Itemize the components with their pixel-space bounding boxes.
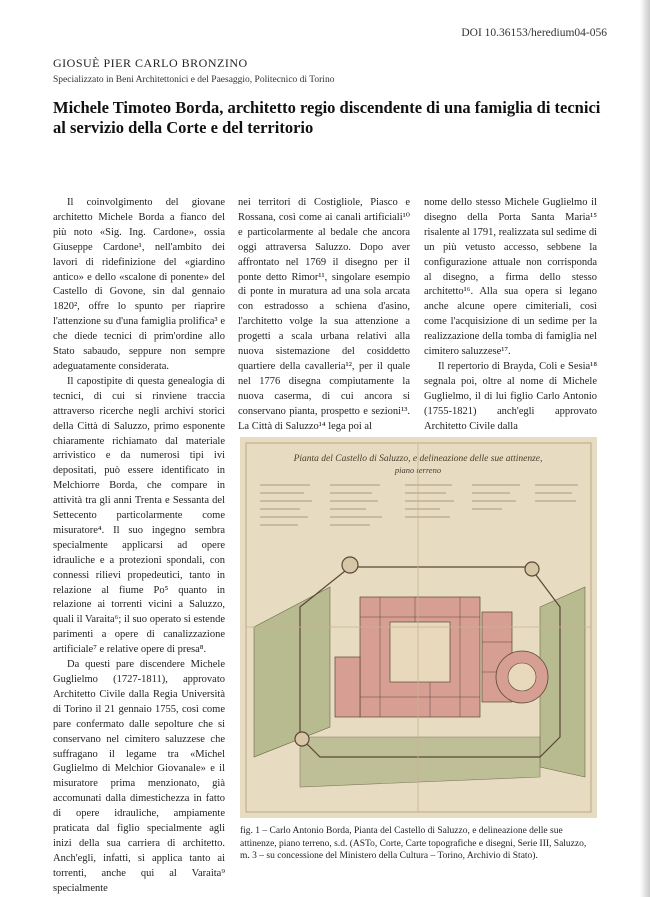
figure-caption: fig. 1 – Carlo Antonio Borda, Pianta del Castello di Saluzzo, e delineazione delle sue attinenze, piano terreno, s.d. (ASTo, Corte, Carte topografiche e disegni, Serie III, Saluzzo, m. 3 – su concessione del Ministero della Cultura – Torino, Archivio di Stato).	[240, 826, 587, 861]
castle-plan-drawing	[240, 437, 597, 818]
paragraph: nome dello stesso Michele Guglielmo il disegno della Porta Santa Maria¹⁵ risalente al 1791, realizzata sul sedime di un più vetusto accesso, sebbene la configurazione attuale non corrisponda al disegno, a firma dello stesso architetto¹⁶. Alla sua opera si legano anche alcune opere cimiteriali, così come l'acquisizione di un sedime per la realizzazione della tomba di famiglia nel cimitero saluzzese¹⁷.	[424, 197, 597, 358]
plan-title: Pianta del Castello di Saluzzo, e delineazione delle sue attinenze,	[293, 454, 543, 464]
castle-rooms	[335, 597, 512, 717]
round-tower	[496, 651, 548, 703]
text-column-2	[238, 196, 410, 435]
text-column-3	[424, 196, 597, 435]
paragraph: Da questi pare discendere Michele Guglielmo (1727-1811), approvato Architetto Civile dalla Regia Università di Torino il 21 gennaio 1755, così come pare confermato dalle sepolture che si conservano nel cimitero saluzzese che suffragano il legame tra «Michel Guglielmo di Melchior Giovanale» e il misuratore prima menzionato, già accomunati dalla dimestichezza in fatto di opere idrauliche, ampiamente praticata dal figlio specialmente agli inizi della sua carriera di architetto. Anch'egli, infatti, si applica tanto ai torrenti, anche qui al Varaita⁹ specialmente	[53, 659, 225, 894]
text-column-1	[53, 196, 225, 897]
paragraph: Il repertorio di Brayda, Coli e Sesia¹⁸ segnala poi, oltre al nome di Michele Guglielmo, il di lui figlio Carlo Antonio (1755-1821) anch'egli approvato Architetto Civile dalla	[424, 360, 597, 432]
historic-plan-figure	[240, 437, 597, 818]
page-edge-shadow	[640, 0, 650, 897]
article-title: Michele Timoteo Borda, architetto regio discendente di una famiglia di tecnici al servizio della Corte e del territorio	[53, 98, 601, 137]
paragraph: Il capostipite di questa genealogia di tecnici, di cui si rinviene traccia attraverso ricerche negli archivi storici della Città di Saluzzo, primo esponente chiaramente richiamato dal materiale arrivistico e da numerosi tipi ivi depositati, può essere identificato in Melchiorre Borda, che compare in attività tra gli anni Trenta e Sessanta del Settecento particolarmente come misuratore⁴. Il suo ingegno sembra specialmente applicarsi ad opere idrauliche e a protezioni spondali, con connessi rilievi propedeutici, tanto in relazione al fiume Po⁵ quanto in relazione ai torrenti vicini a Saluzzo, quali il Varaita⁶; il suo operato si estende parimenti a opere di canalizzazione artificiale⁷ e relative opere di presa⁸.	[53, 375, 225, 656]
paragraph: nei territori di Costigliole, Piasco e Rossana, così come ai canali artificiali¹⁰ e particolarmente al bedale che ancora oggi attraversa Saluzzo. Dopo aver affrontato nel 1769 il disegno per il ponte detto Rimor¹¹, singolare esempio di ponte in muratura ad una sola arcata con estradosso a schiena d'asino, l'architetto volge la sua attenzione a progetti a scala urbana relativi alla nuova sistemazione del cosiddetto quartiere della cavalleria¹², per il quale nel 1776 disegna compiutamente la nuova caserma, di cui ancora si conservano pianta, prospetto e sezioni¹³. La Città di Saluzzo¹⁴ lega poi al	[238, 197, 410, 432]
paragraph: Il coinvolgimento del giovane architetto Michele Borda a fianco del più noto «Sig. Ing. Cardone», ossia Giuseppe Cardone¹, nell'ambito dei lavori di ridefinizione del «giardino antico» e dello «scalone di ponente» del Castello di Govone, sin dal gennaio 1820², offre lo spunto per riaprire l'attenzione su d'una famiglia prolifica³ e che diede tecnici di prim'ordine allo Stato sabaudo, seppure non sempre adeguatamente considerata.	[53, 197, 225, 372]
doi-label: DOI 10.36153/heredium04-056	[461, 27, 607, 39]
author-affiliation: Specializzato in Beni Architettonici e del Paesaggio, Politecnico di Torino	[53, 75, 335, 85]
author-name: GIOSUÈ PIER CARLO BRONZINO	[53, 56, 248, 70]
plan-subtitle: piano terreno	[394, 465, 442, 475]
